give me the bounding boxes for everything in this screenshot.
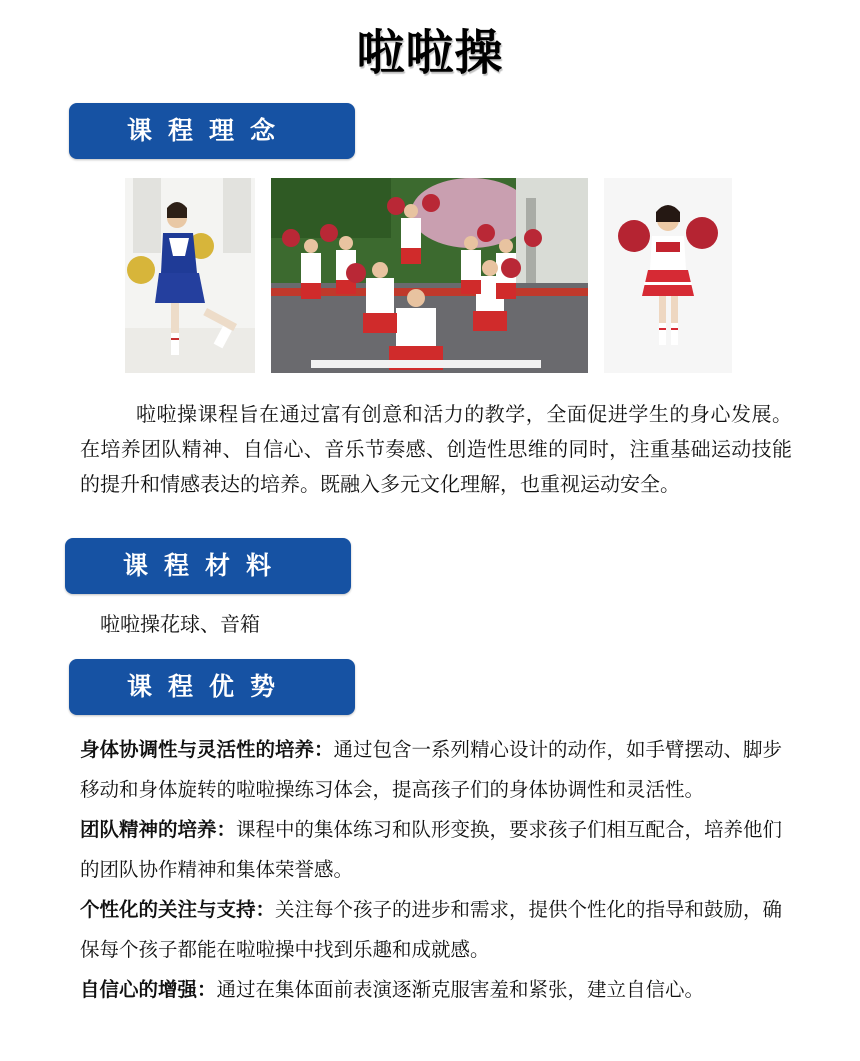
cheer-team-photo [271, 178, 588, 373]
advantage-item [80, 890, 800, 970]
advantages-list [80, 730, 800, 1010]
advantage-item [80, 730, 800, 810]
advantage-title: 自信心的增强： [80, 978, 217, 1001]
advantage-text: 通过在集体面前表演逐渐克服害羞和紧张，建立自信心。 [216, 978, 705, 1001]
cheerleader-photo-1 [125, 178, 255, 373]
advantage-title: 身体协调性与灵活性的培养： [80, 738, 334, 761]
section-heading-materials: 课程材料 [65, 538, 351, 594]
advantage-title: 团队精神的培养： [80, 818, 237, 841]
advantage-item [80, 810, 800, 890]
advantage-text: 通过包含一系列精心设计的动作，如手臂摆动、脚步移动和身体旋转的啦啦操练习体会，提高孩子们的身体协调性和灵活性。 [80, 738, 783, 801]
page-title: 啦啦操 [356, 25, 504, 81]
section-heading-advantages: 课程优势 [69, 659, 355, 715]
advantage-item [80, 970, 800, 1010]
advantage-title: 个性化的关注与支持： [80, 898, 276, 921]
section-heading-concept: 课程理念 [69, 103, 355, 159]
advantage-text: 关注每个孩子的进步和需求，提供个性化的指导和鼓励，确保每个孩子都能在啦啦操中找到乐趣和成就感。 [80, 898, 783, 961]
advantage-text: 课程中的集体练习和队形变换，要求孩子们相互配合，培养他们的团队协作精神和集体荣誉感。 [80, 818, 783, 881]
cheerleader-photo-2 [604, 178, 732, 373]
concept-paragraph: 啦啦操课程旨在通过富有创意和活力的教学，全面促进学生的身心发展。在培养团队精神、自信心、音乐节奏感、创造性思维的同时，注重基础运动技能的提升和情感表达的培养。既融入多元文化理解，也重视运动安全。 [80, 402, 792, 496]
materials-text: 啦啦操花球、音箱 [100, 612, 260, 636]
